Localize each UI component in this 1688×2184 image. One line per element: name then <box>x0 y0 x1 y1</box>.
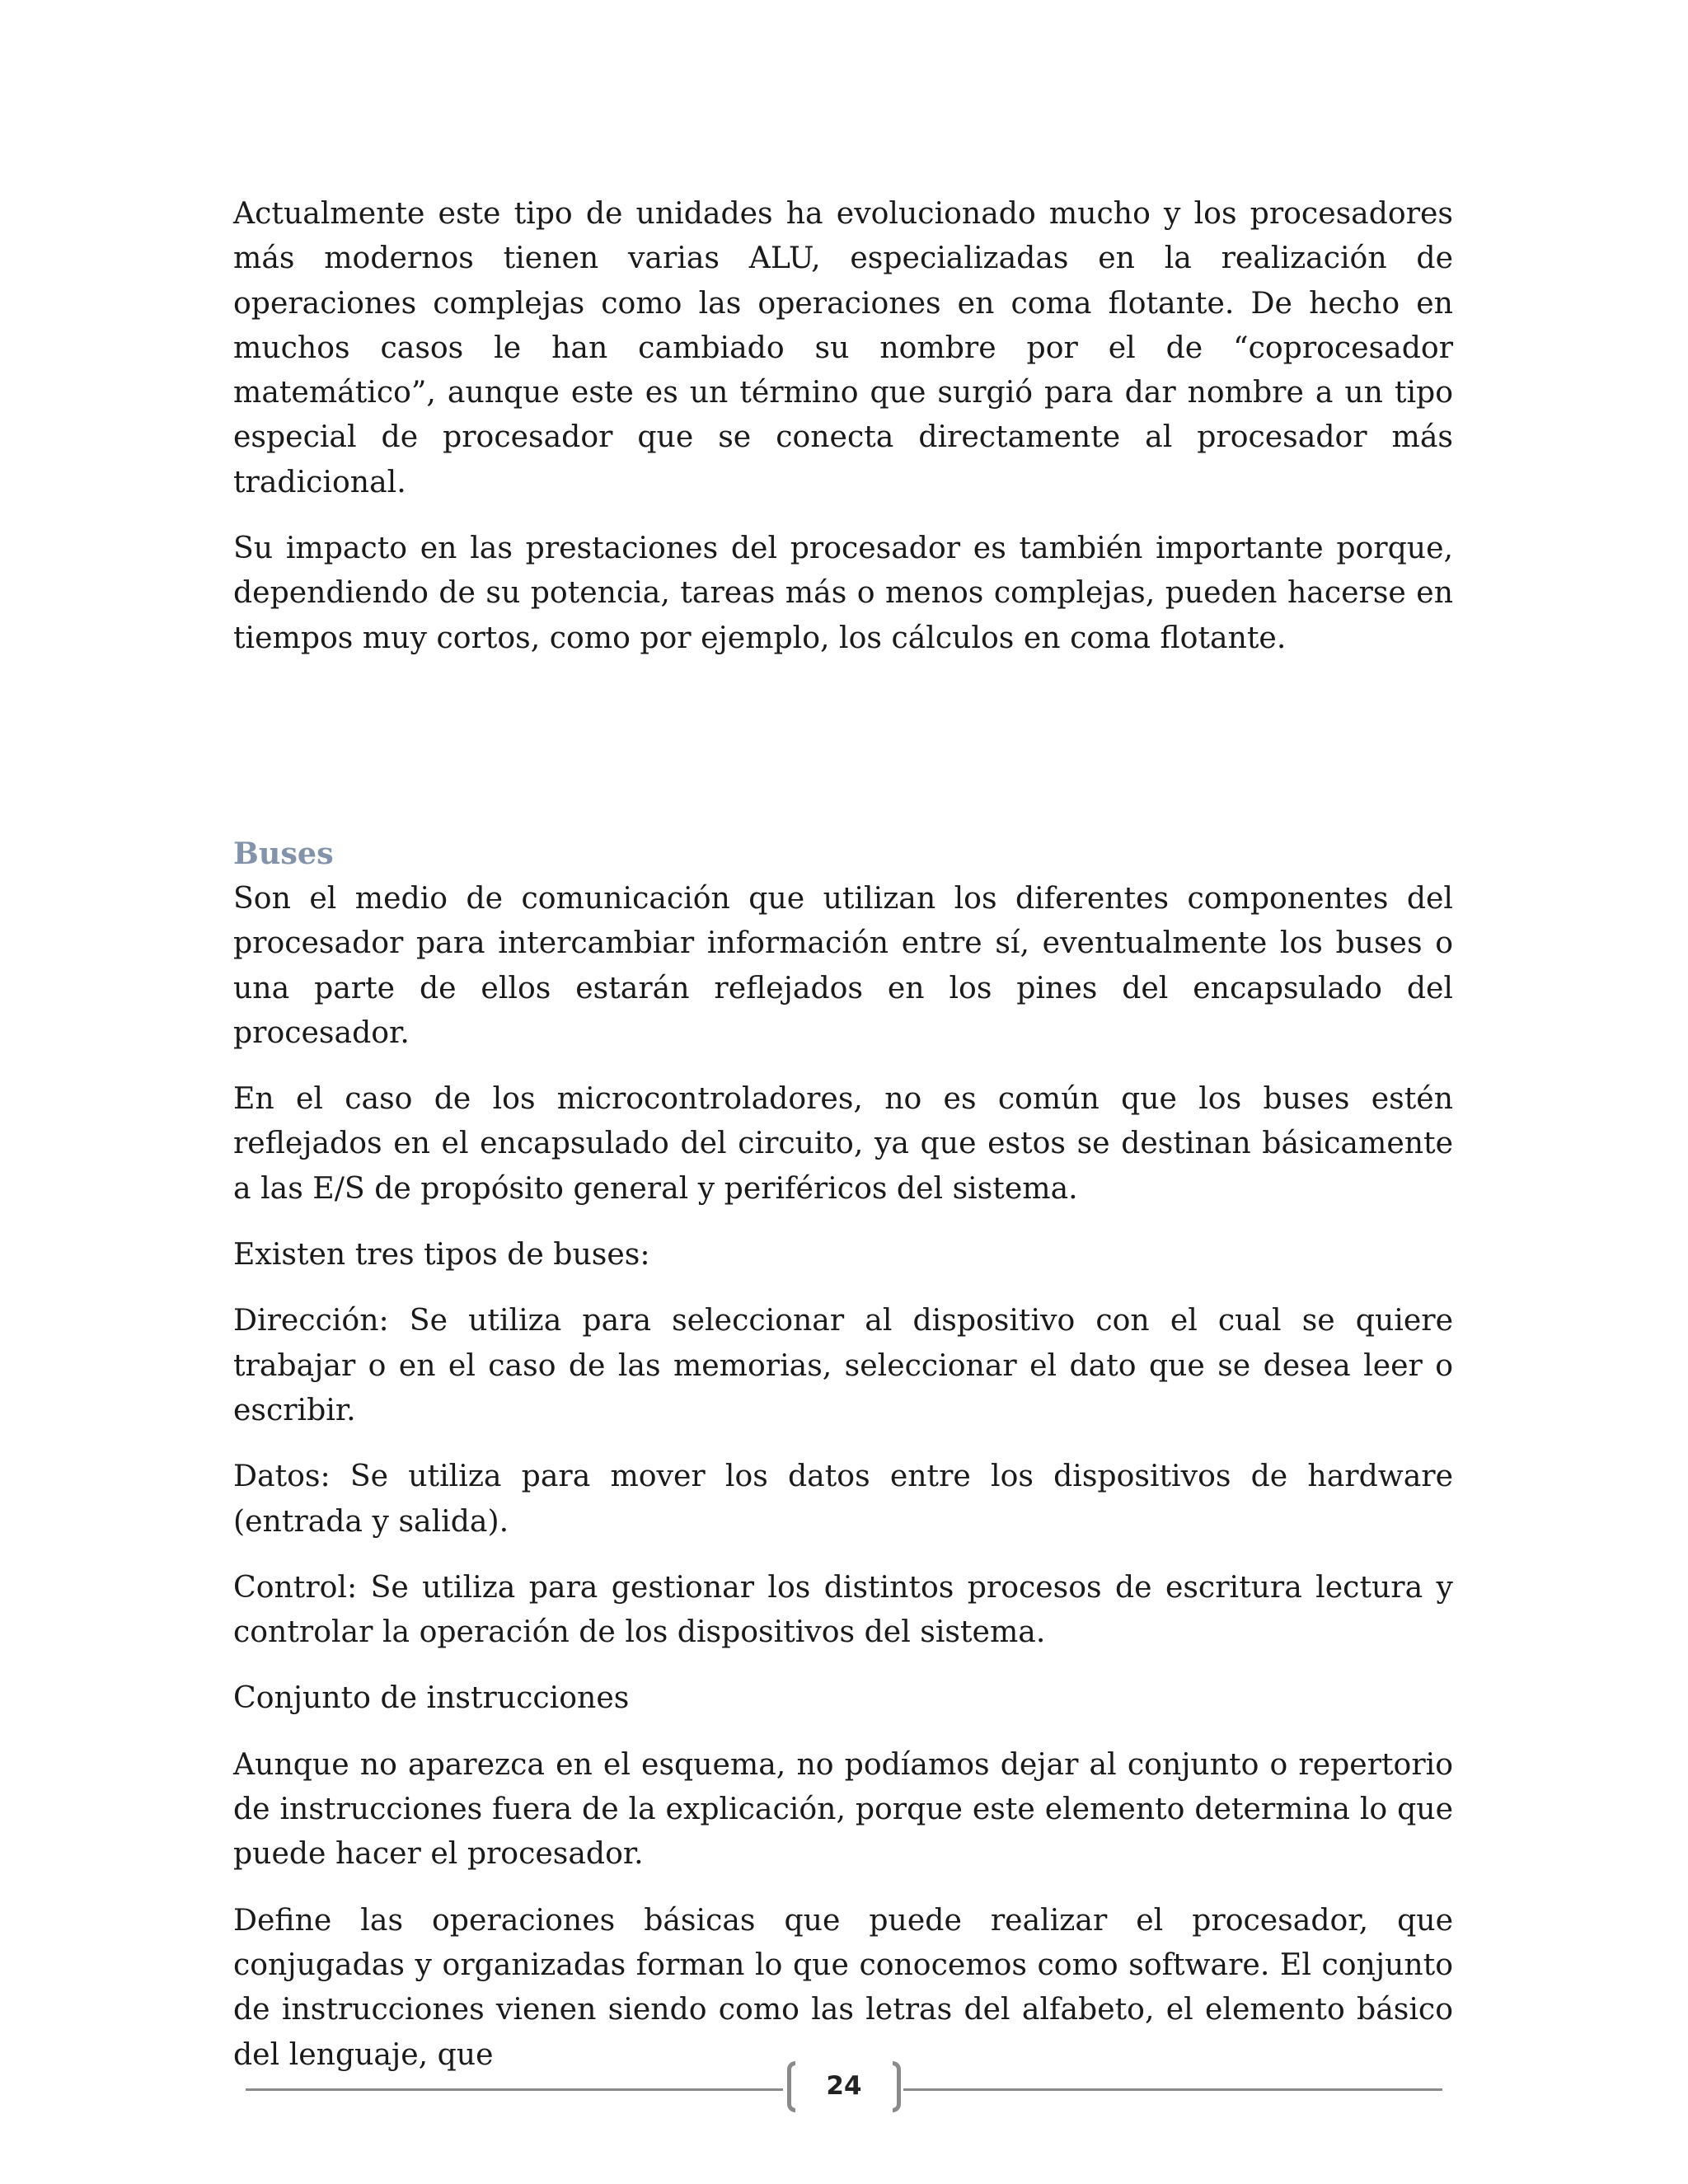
paragraph-instruction-set-title: Conjunto de instrucciones <box>233 1680 630 1716</box>
page-number: 24 <box>826 2071 862 2101</box>
paragraph-instruction-set-explanation: Aunque no aparezca en el esquema, no podíamos dejar al conjunto o repertorio de instrucciones fuera de la explicación, porque este elemento determina lo que puede hacer el procesador. <box>233 1746 1453 1872</box>
footer-bracket-right <box>893 2061 901 2112</box>
paragraph-microcontrollers: En el caso de los microcontroladores, no es común que los buses estén reflejados en el encapsulado del circuito, ya que estos se destinan básicamente a las E/S de propósito general y periféricos del sistema. <box>233 1080 1453 1206</box>
paragraph-buses-definition: Son el medio de comunicación que utilizan los diferentes componentes del procesador para intercambiar información entre sí, eventualmente los buses o una parte de ellos estarán reflejados en los pines del encapsulado del procesador. <box>233 879 1453 1050</box>
paragraph-alu-evolution: Actualmente este tipo de unidades ha evolucionado mucho y los procesadores más modernos tienen varias ALU, especializadas en la realización de operaciones complejas como las operaciones en coma flotante. De hecho en muchos casos le han cambiado su nombre por el de “coprocesador matemático”, aunque este es un término que surgió para dar nombre a un tipo especial de procesador que se conecta directamente al procesador más tradicional. <box>233 195 1453 499</box>
page-footer <box>246 2056 1442 2122</box>
paragraph-bus-types-intro: Existen tres tipos de buses: <box>233 1236 650 1272</box>
paragraph-control-bus: Control: Se utiliza para gestionar los distintos procesos de escritura lectura y controlar la operación de los dispositivos del sistema. <box>233 1568 1453 1650</box>
paragraph-data-bus: Datos: Se utiliza para mover los datos entre los dispositivos de hardware (entrada y salida). <box>233 1458 1453 1539</box>
footer-rule-right <box>903 2088 1442 2091</box>
paragraph-alu-impact: Su impacto en las prestaciones del procesador es también importante porque, dependiendo de su potencia, tareas más o menos complejas, pueden hacerse en tiempos muy cortos, como por ejemplo, los cálculos en coma flotante. <box>233 530 1453 655</box>
section-heading-buses: Buses <box>233 835 334 871</box>
footer-rule-left <box>246 2088 783 2091</box>
paragraph-address-bus: Dirección: Se utiliza para seleccionar al dispositivo con el cual se quiere trabajar o en el caso de las memorias, seleccionar el dato que se desea leer o escribir. <box>233 1302 1453 1427</box>
paragraph-instruction-set-definition: Define las operaciones básicas que puede realizar el procesador, que conjugadas y organizadas forman lo que conocemos como software. El conjunto de instrucciones vienen siendo como las letras del alfabeto, el elemento básico del lenguaje, que <box>233 1901 1453 2072</box>
footer-bracket-left <box>787 2061 795 2112</box>
page-body <box>233 191 1453 2098</box>
